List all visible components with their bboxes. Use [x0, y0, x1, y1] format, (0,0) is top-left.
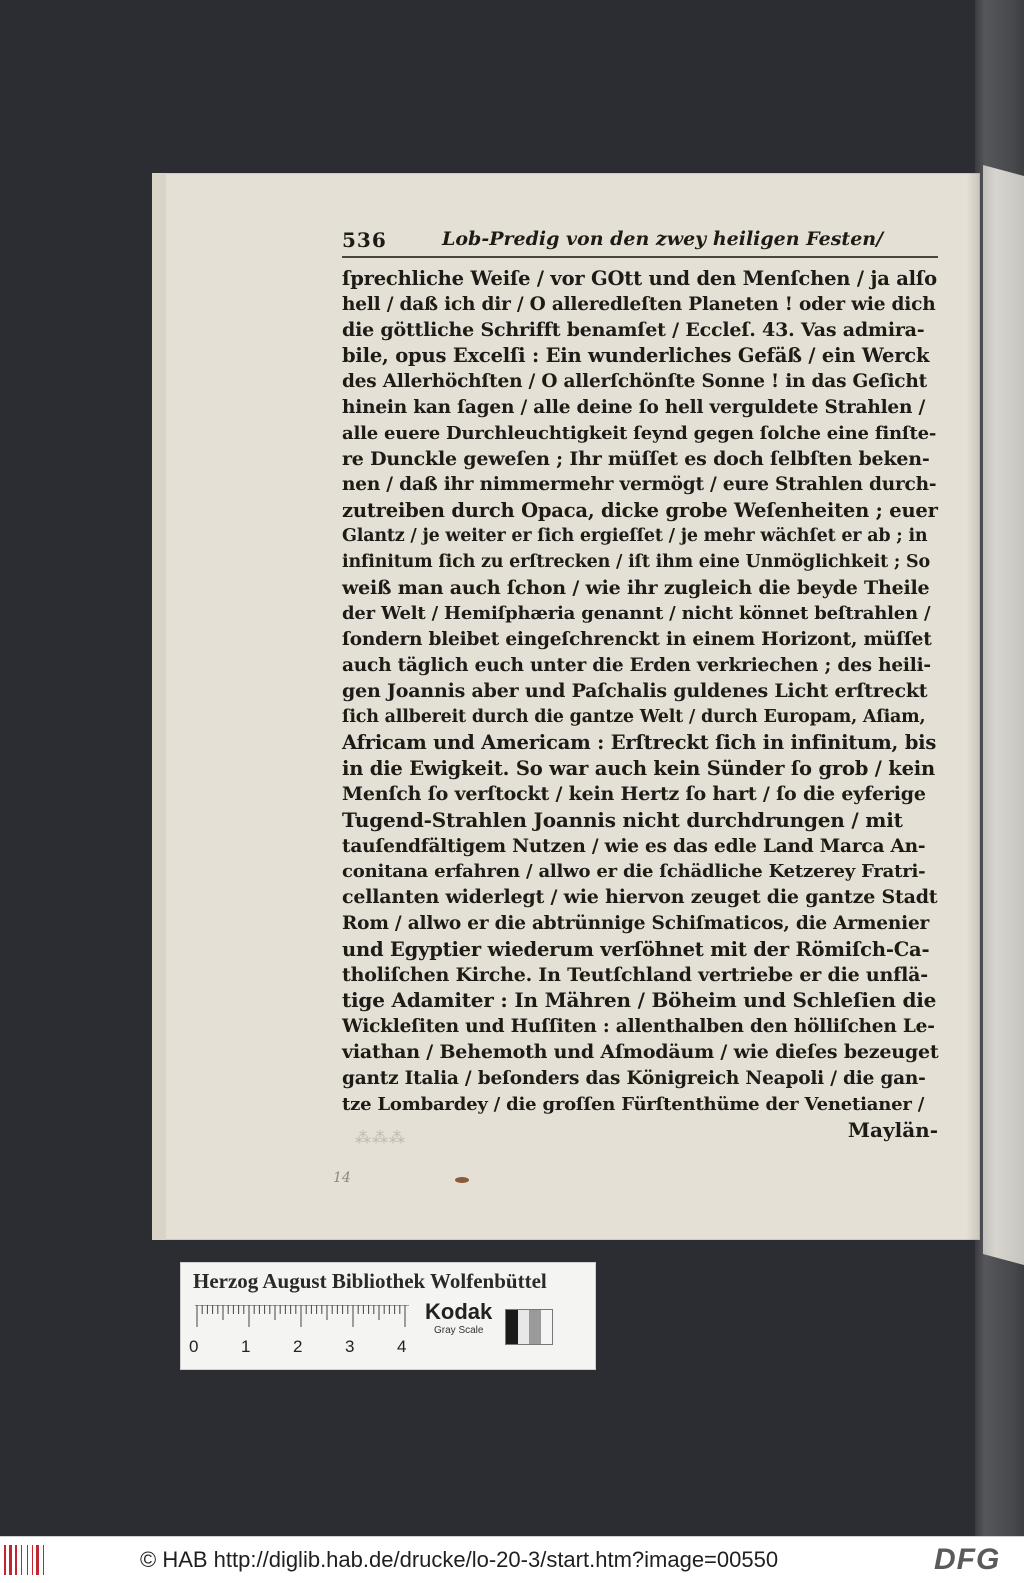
ruler-scale	[195, 1305, 409, 1331]
copyright-link[interactable]: © HAB http://diglib.hab.de/drucke/lo-20-3/start.htm?image=00550	[140, 1547, 779, 1572]
ruler-label: 0	[189, 1337, 199, 1356]
text-line: Wickleſiten und Huſſiten : allenthalben den hölliſchen Le-	[342, 1016, 935, 1038]
page-left-edge	[152, 173, 166, 1240]
text-line: ſich allbereit durch die gantze Welt / durch Europam, Aſiam,	[342, 706, 926, 727]
gray-patch	[541, 1310, 553, 1344]
barcode-bar	[27, 1545, 28, 1575]
barcode-bar	[43, 1545, 44, 1575]
text-line: infinitum ſich zu erſtrecken / iſt ihm eine Unmöglichkeit ; So	[342, 551, 930, 572]
text-line: hinein kan ſagen / alle deine ſo hell verguldete Strahlen /	[342, 396, 926, 418]
ink-stain	[455, 1177, 469, 1183]
text-line: gantz Italia / beſonders das Königreich Neapoli / die gan-	[342, 1067, 926, 1089]
page-gutter-shadow	[966, 173, 980, 1240]
barcode-bar	[15, 1545, 17, 1575]
kodak-logo: Kodak	[425, 1299, 493, 1324]
gray-scale-patches	[505, 1309, 553, 1345]
text-line: ſondern bleibet eingeſchrenckt in einem Horizont, müſſet	[342, 629, 932, 651]
ruler-label: 2	[293, 1337, 303, 1356]
barcode-bar	[36, 1545, 39, 1575]
page-text-block	[342, 226, 938, 1143]
text-line: der Welt / Hemiſphæria genannt / nicht könnet beſtrahlen /	[342, 603, 931, 625]
library-name: Herzog August Bibliothek Wolfenbüttel	[193, 1269, 547, 1293]
running-head	[342, 226, 938, 258]
text-line: cellanten widerlegt / wie hiervon zeuget die gantze Stadt	[342, 886, 938, 909]
text-lines	[342, 266, 938, 1117]
text-line: alle euere Durchleuchtigkeit ſeynd gegen ſolche eine finſte-	[342, 422, 937, 444]
next-leaf-edge	[983, 165, 1024, 1265]
barcode-bar	[32, 1545, 33, 1575]
text-line: conitana erfahren / allwo er die ſchädliche Ketzerey Fratri-	[342, 861, 926, 883]
text-line: Tugend-Strahlen Joannis nicht durchdrungen / mit	[342, 807, 903, 832]
text-line: auch täglich euch unter die Erden verkriechen ; des heili-	[342, 654, 931, 676]
ruler-label: 1	[241, 1337, 251, 1356]
text-line: nen / daß ihr nimmermehr vermögt / eure Strahlen durch-	[342, 474, 937, 496]
barcode-bar	[9, 1545, 12, 1575]
text-line: bile, opus Excelſi : Ein wunderliches Gefäß / ein Werck	[342, 344, 930, 368]
text-line: zutreiben durch Opaca, dicke grobe Weſenheiten ; euer	[342, 499, 938, 523]
show-through-mark: ⁂⁂⁂	[355, 1128, 406, 1147]
text-line: hell / daß ich dir / O alleredleſten Planeten ! oder wie dich	[342, 293, 936, 315]
text-line: und Egyptier wiederum verſöhnet mit der Römiſch-Ca-	[342, 937, 930, 961]
text-line: tze Lombardey / die groſſen Fürſtenthüme der Venetianer /	[342, 1093, 925, 1115]
barcode-bar	[4, 1545, 6, 1575]
text-line: Menſch ſo verſtockt / kein Hertz ſo hart / ſo die eyferige	[342, 782, 926, 805]
text-line: Africam und Americam : Erſtreckt ſich in infinitum, bis	[342, 731, 937, 755]
text-line: ſprechliche Weiſe / vor GOtt und den Menſchen / ja alſo	[342, 267, 937, 290]
text-line: gen Joannis aber und Paſchalis guldenes Licht erſtreckt	[342, 679, 928, 702]
ruler-label: 3	[345, 1337, 355, 1356]
text-line: tauſendfältigem Nutzen / wie es das edle Land Marca An-	[342, 835, 926, 857]
gray-scale-label: Gray Scale	[434, 1325, 484, 1336]
text-line: tholiſchen Kirche. In Teutſchland vertriebe er die unflä-	[342, 963, 928, 986]
text-line: viathan / Behemoth und Aſmodäum / wie dieſes bezeuget	[342, 1040, 939, 1063]
gray-patch	[529, 1310, 541, 1344]
text-line: in die Ewigkeit. So war auch kein Sünder ſo grob / kein	[342, 757, 935, 781]
text-line: re Dunckle geweſen ; Ihr müſſet es doch ſelbſten beken-	[342, 447, 930, 470]
pencil-mark: 14	[333, 1170, 351, 1186]
barcode-icon	[4, 1545, 48, 1575]
gray-patch	[506, 1310, 518, 1344]
text-line: tige Adamiter : In Mähren / Böheim und Schleſien die	[342, 988, 937, 1013]
footer-bar	[0, 1536, 1024, 1583]
page-number: 536	[342, 228, 387, 252]
running-head-title: Lob-Predig von den zwey heiligen Festen/	[442, 228, 884, 250]
ruler-labels	[189, 1337, 419, 1359]
catchword: Maylän-	[847, 1118, 938, 1143]
calibration-card	[180, 1262, 596, 1370]
text-line: Rom / allwo er die abtrünnige Schiſmaticos, die Armenier	[342, 912, 930, 934]
text-line: weiß man auch ſchon / wie ihr zugleich die beyde Theile	[342, 576, 930, 599]
text-line: Glantz / je weiter er ſich ergieſſet / je mehr wächſet er ab ; in	[342, 525, 928, 546]
ruler-label: 4	[397, 1337, 407, 1356]
text-line: des Allerhöchſten / O allerſchönſte Sonne ! in das Geſicht	[342, 371, 927, 393]
barcode-bar	[21, 1545, 22, 1575]
gray-patch	[518, 1310, 530, 1344]
dfg-logo: DFG	[934, 1543, 1001, 1576]
text-line: die göttliche Schrifft benamſet / Eccleſ. 43. Vas admira-	[342, 318, 925, 341]
